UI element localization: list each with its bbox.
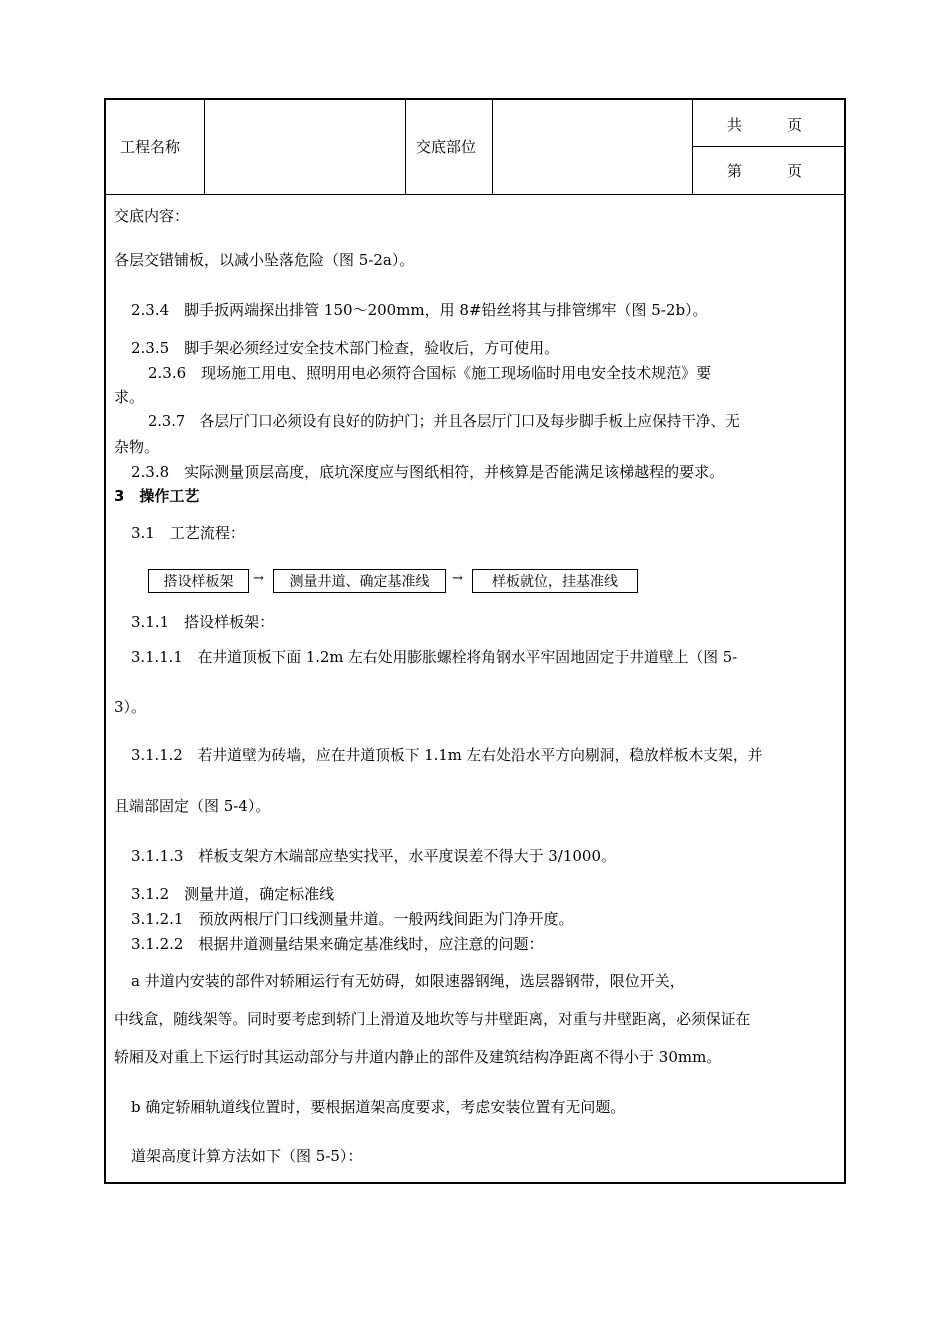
divider [492,100,493,194]
paragraph: 3.1 工艺流程： [131,524,245,542]
paragraph: 3.1.1.3 样板支架方木端部应垫实找平，水平度误差不得大于 3/1000。 [131,847,617,865]
content-title: 交底内容： [114,207,190,225]
header-row [106,100,844,195]
total-pages: 共 页 [727,116,803,134]
paragraph: 2.3.5 脚手架必须经过安全技术部门检查，验收后，方可使用。 [131,339,560,357]
paragraph: 2.3.8 实际测量顶层高度，底坑深度应与图纸相符，并核算是否能满足该梯越程的要求。 [131,463,725,481]
paragraph: b 确定轿厢轨道线位置时，要根据道架高度要求，考虑安装位置有无问题。 [131,1098,626,1116]
paragraph: 2.3.4 脚手扳两端探出排管 150～200mm，用 8#铅丝将其与排管绑牢（图 5-2b）。 [131,301,708,319]
paragraph: 3）。 [114,698,147,716]
location-label: 交底部位 [416,138,477,156]
divider [692,100,693,194]
paragraph: 求。 [114,388,145,406]
divider [204,100,205,194]
arrow-right-icon: → [452,571,463,586]
paragraph: 各层交错铺板，以减小坠落危险（图 5-2a）。 [114,251,415,269]
flow-step-2: 测量井道、确定基准线 [273,569,446,593]
paragraph: 3.1.2.2 根据井道测量结果来确定基准线时，应注意的问题： [131,935,544,953]
arrow-right-icon: → [253,571,264,586]
paragraph: 3.1.2 测量井道，确定标准线 [131,885,335,903]
paragraph: 中线盒，随线架等。同时要考虑到轿门上滑道及地坎等与井壁距离，对重与井壁距离，必须保证在 [114,1011,751,1028]
paragraph: 轿厢及对重上下运行时其运动部分与井道内静止的部件及建筑结构净距离不得小于 30mm。 [114,1048,722,1066]
divider [405,100,406,194]
paragraph: 杂物。 [114,438,160,456]
paragraph: 2.3.7 各层厅门口必须设有良好的防护门；并且各层厅门口及每步脚手板上应保持干净、无 [148,413,740,430]
paragraph: 3.1.1.1 在井道顶板下面 1.2m 左右处用膨胀螺栓将角钢水平牢固地固定于井道壁上（图 5- [131,649,738,666]
page-number: 第 页 [727,162,803,180]
divider [692,146,844,147]
section-heading: 3 操作工艺 [114,487,200,505]
paragraph: 3.1.1.2 若井道壁为砖墙，应在井道顶板下 1.1m 左右处沿水平方向剔洞，稳放样板木支架，并 [131,747,763,764]
flow-step-1: 搭设样板架 [148,569,249,593]
paragraph: 且端部固定（图 5-4）。 [114,797,271,815]
paragraph: 3.1.1 搭设样板架： [131,613,275,631]
paragraph: a 井道内安装的部件对轿厢运行有无妨碍，如限速器钢绳，选层器钢带，限位开关， [131,972,685,990]
flow-step-3: 样板就位，挂基准线 [472,569,638,593]
project-name-label: 工程名称 [120,138,181,156]
paragraph: 3.1.2.1 预放两根厅门口线测量井道。一般两线间距为门净开度。 [131,910,574,928]
paragraph: 道架高度计算方法如下（图 5-5）： [131,1147,363,1165]
paragraph: 2.3.6 现场施工用电、照明用电必须符合国标《施工现场临时用电安全技术规范》要 [148,364,712,382]
